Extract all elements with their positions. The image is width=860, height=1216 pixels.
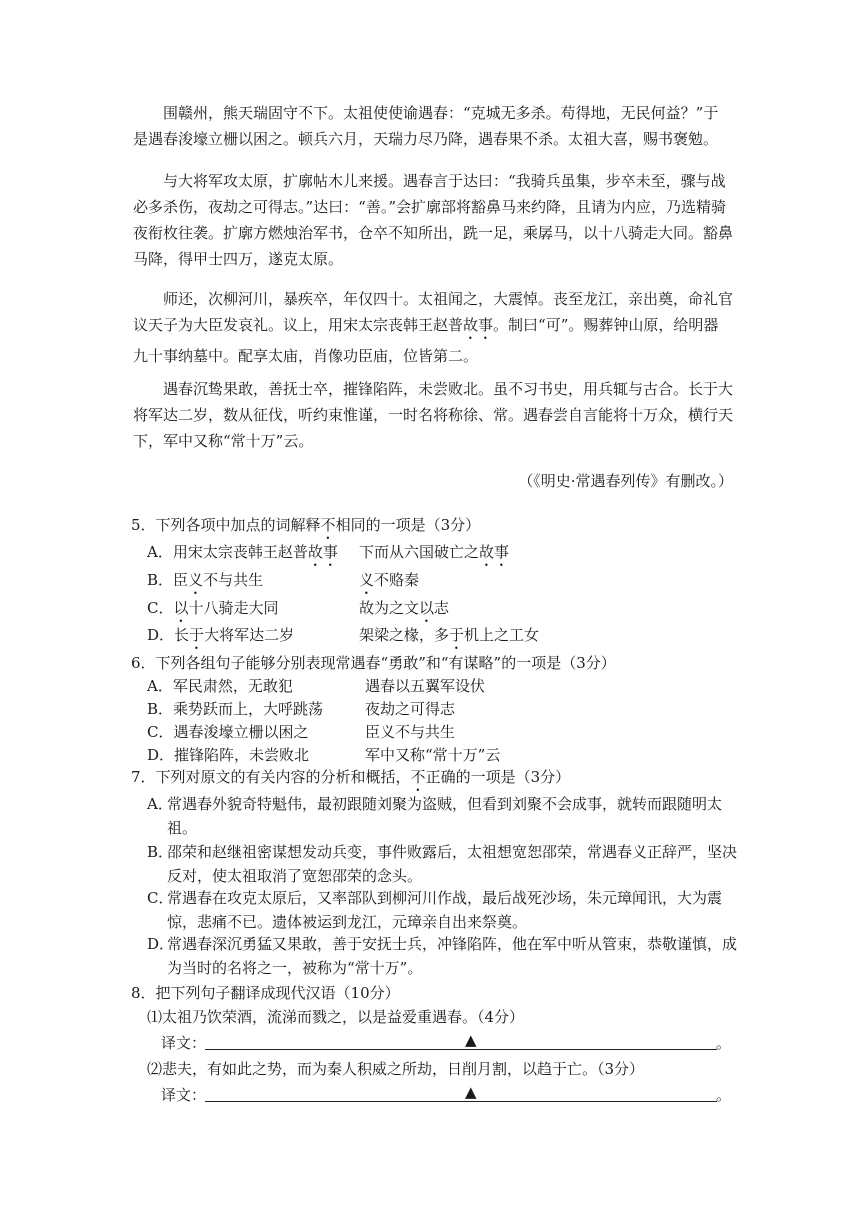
- option-letter: B．: [147, 571, 174, 589]
- stem-text: 相同的一项是（3分）: [335, 516, 481, 534]
- option-text: 遇春浚壕立栅以困之: [173, 723, 309, 741]
- option-right: [359, 569, 419, 598]
- option-letter: C．: [147, 723, 174, 741]
- option-right: 军中又称“常十万”云: [365, 746, 501, 764]
- answer-field-2[interactable]: [161, 1084, 731, 1106]
- option-left: [147, 675, 293, 697]
- answer-end-punct: 。: [715, 1034, 731, 1052]
- option-text: 故为之文: [359, 599, 420, 617]
- answer-field-1[interactable]: [161, 1032, 731, 1054]
- dotted-word: 于: [189, 626, 205, 644]
- passage-paragraph-2: 与大将军攻太原，扩廓帖木儿来援。遇春言于达曰：“我骑兵虽集，步卒未至，骤与战必多杀伤，夜劫之可得志。”达曰：“善。”会扩廓部将豁鼻马来约降，且请为内应，乃选精骑夜衔枚往袭。扩廓方燃烛治军书，仓卒不知所出，跣一足，乘孱马，以十八骑走大同。豁鼻马降，得甲士四万，遂克太原。: [133, 172, 734, 268]
- option-right: [359, 597, 449, 626]
- option-right: [359, 541, 509, 570]
- option-letter: D．: [147, 746, 175, 764]
- stem-text: 正确的一项是（3分）: [425, 768, 571, 786]
- option-text: 乘势跃而上，大呼跳荡: [173, 700, 324, 718]
- question-7-option-d[interactable]: [147, 932, 737, 980]
- question-7-option-a[interactable]: [147, 792, 737, 840]
- answer-end-punct: 。: [715, 1086, 731, 1104]
- option-letter: A．: [147, 677, 173, 695]
- stem-text: 7．下列对原文的有关内容的分析和概括，: [131, 768, 411, 786]
- option-letter: A．: [147, 543, 173, 561]
- question-5-stem: [131, 514, 480, 543]
- option-text: 邵荣和赵继祖密谋想发动兵变，事件败露后，太祖想宽恕邵荣，常遇春义正辞严，坚决反对，使太祖取消了宽恕邵荣的念头。: [167, 843, 738, 885]
- question-7-option-c[interactable]: [147, 886, 737, 934]
- dotted-word: 故事: [463, 316, 494, 334]
- option-text: 臣: [173, 571, 189, 589]
- option-left: [147, 721, 309, 743]
- triangle-marker-icon: ▲: [465, 1083, 477, 1101]
- option-right: 遇春以五翼军设伏: [365, 677, 486, 695]
- question-8-stem: 8．把下列句子翻译成现代汉语（10分）: [131, 984, 400, 1002]
- option-text: 长: [174, 626, 190, 644]
- translation-sentence-1: ⑴太祖乃饮荣酒，流涕而戮之，以是益爱重遇春。（4分）: [147, 1008, 525, 1026]
- dotted-word: 义: [359, 571, 375, 589]
- question-6-stem: 6．下列各组句子能够分别表现常遇春“勇敢”和“有谋略”的一项是（3分）: [131, 654, 616, 672]
- question-7-stem: [131, 766, 570, 795]
- option-letter: D．: [147, 626, 175, 644]
- option-text: 不与共生: [203, 571, 264, 589]
- option-text: 常遇春深沉勇猛又果敢，善于安抚士兵，冲锋陷阵，他在军中听从管束，恭敬谨慎，成为当时的名将之一，被称为“常十万”。: [167, 935, 738, 977]
- option-left: [147, 698, 323, 720]
- dotted-word: 义: [188, 571, 204, 589]
- option-letter: B．: [147, 700, 174, 718]
- dotted-word: 故事: [479, 543, 510, 561]
- option-left: [147, 597, 279, 626]
- translation-sentence-2: ⑵悲夫，有如此之势，而为秦人积威之所劫，日削月割，以趋于亡。（3分）: [147, 1060, 645, 1078]
- option-letter: C．: [147, 889, 174, 907]
- option-left: [147, 569, 263, 598]
- option-text: 大将军达二岁: [204, 626, 295, 644]
- option-right: 夜劫之可得志: [365, 700, 456, 718]
- passage-paragraph-4: 遇春沉鸷果敢，善抚士卒，摧锋陷阵，未尝败北。虽不习书史，用兵辄与古合。长于大将军达二岁，数从征伐，听约束惟谨，一时名将称徐、常。遇春尝自言能将十万众，横行天下，军中又称“常十万”云。: [133, 380, 734, 450]
- option-text: 摧锋陷阵，未尝败北: [174, 746, 310, 764]
- option-text: 十八骑走大同: [188, 599, 279, 617]
- option-left: [147, 744, 309, 766]
- answer-line[interactable]: [205, 1049, 717, 1050]
- option-right: [359, 624, 539, 653]
- dotted-word: 以: [173, 599, 189, 617]
- option-right: 臣义不与共生: [365, 723, 456, 741]
- passage-source: （《明史·常遇春列传》有删改。）: [518, 472, 733, 490]
- option-text: 常遇春在攻克太原后，又率部队到柳河川作战，最后战死沙场，朱元璋闻讯，大为震惊，悲痛不已。遗体被运到龙江，元璋亲自出来祭奠。: [167, 889, 723, 931]
- dotted-word: 故事: [307, 543, 338, 561]
- option-text: 架梁之椽，多: [359, 626, 450, 644]
- option-text: 常遇春外貌奇特魁伟，最初跟随刘聚为盗贼，但看到刘聚不会成事，就转而跟随明太祖。: [167, 795, 723, 837]
- answer-label: 译文：: [161, 1086, 207, 1104]
- option-left: [147, 624, 294, 653]
- option-left: [147, 541, 338, 570]
- dotted-word: 不: [320, 516, 336, 534]
- option-letter: C．: [147, 599, 174, 617]
- paragraph-text: 师还，次柳河川，暴疾卒，年仅四十。太祖闻之，大震悼。丧至龙江，亲出奠，命礼官议天子为大臣发哀礼。议上，用宋太宗丧韩王赵普: [133, 290, 734, 334]
- option-text: 不赂秦: [374, 571, 420, 589]
- option-letter: B．: [147, 843, 174, 861]
- passage-paragraph-3: [133, 286, 733, 369]
- option-letter: D．: [147, 935, 175, 953]
- dotted-word: 于: [449, 626, 465, 644]
- paragraph-text: 。制曰“可”。赐葬钟山原，给明器九十事纳墓中。配享太庙，肖像功臣庙，位皆第二。: [133, 316, 719, 365]
- option-text: 下而从六国破亡之: [359, 543, 480, 561]
- stem-text: 5．下列各项中加点的词解释: [131, 516, 321, 534]
- option-letter: A．: [147, 795, 173, 813]
- option-text: 用宋太宗丧韩王赵普: [172, 543, 308, 561]
- option-text: 军民肃然，无敢犯: [172, 677, 293, 695]
- passage-paragraph-1: 围赣州，熊天瑞固守不下。太祖使使谕遇春：“克城无多杀。苟得地，无民何益？”于是遇春浚壕立栅以困之。顿兵六月，天瑞力尽乃降，遇春果不杀。太祖大喜，赐书褒勉。: [133, 104, 719, 148]
- dotted-word: 不: [410, 768, 426, 786]
- answer-line[interactable]: [205, 1101, 717, 1102]
- triangle-marker-icon: ▲: [465, 1031, 477, 1049]
- option-text: 机上之工女: [464, 626, 540, 644]
- option-text: 志: [434, 599, 450, 617]
- answer-label: 译文：: [161, 1034, 207, 1052]
- question-7-option-b[interactable]: [147, 840, 737, 888]
- dotted-word: 以: [419, 599, 435, 617]
